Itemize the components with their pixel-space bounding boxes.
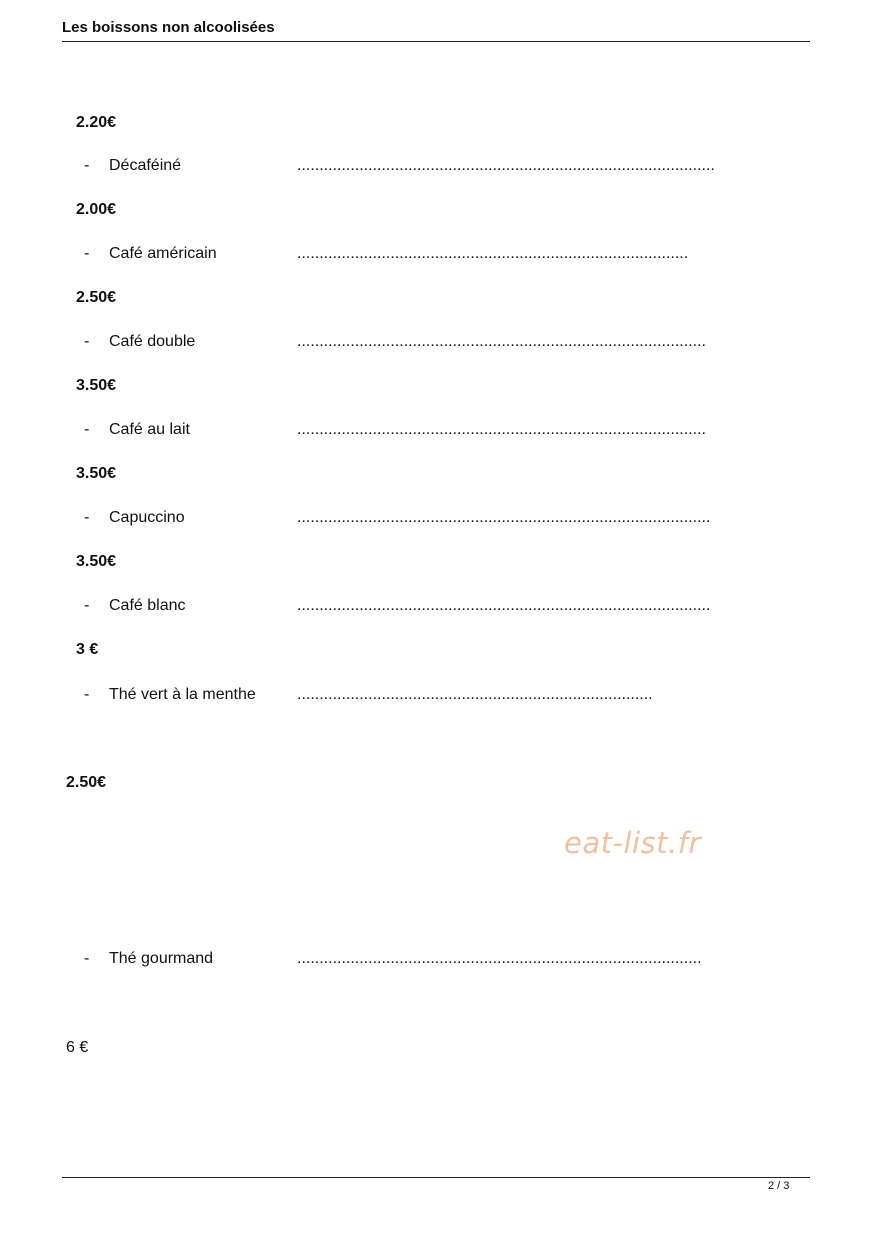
watermark-text: eat-list.fr <box>564 826 701 860</box>
list-bullet: - <box>84 686 90 703</box>
price-label: 3.50€ <box>76 377 117 394</box>
menu-item-name: Café double <box>109 333 196 350</box>
price-label: 6 € <box>66 1039 89 1056</box>
menu-item-name: Café blanc <box>109 597 186 614</box>
menu-item-name: Café au lait <box>109 421 190 438</box>
list-bullet: - <box>84 950 90 967</box>
dot-leader: ............................................................................................. <box>297 597 711 614</box>
list-bullet: - <box>84 245 90 262</box>
dot-leader: .............................................................................................. <box>297 157 715 174</box>
price-label: 2.00€ <box>76 201 117 218</box>
dot-leader: ................................................................................ <box>297 686 653 703</box>
menu-item-name: Thé gourmand <box>109 950 214 967</box>
dot-leader: ............................................................................................ <box>297 333 706 350</box>
menu-item-cafe-americain <box>0 244 872 264</box>
page-number: 2 / 3 <box>768 1180 790 1192</box>
price-label: 3.50€ <box>76 553 117 570</box>
menu-item-cafe-blanc <box>0 596 872 616</box>
menu-item-the-vert <box>0 685 872 705</box>
list-bullet: - <box>84 509 90 526</box>
list-bullet: - <box>84 333 90 350</box>
price-label: 3.50€ <box>76 465 117 482</box>
menu-item-name: Café américain <box>109 245 217 262</box>
menu-item-name: Décaféiné <box>109 157 182 174</box>
footer-divider <box>62 1177 810 1178</box>
page-header-title: Les boissons non alcoolisées <box>62 19 275 36</box>
list-bullet: - <box>84 597 90 614</box>
header-divider <box>62 41 810 42</box>
menu-item-the-gourmand <box>0 949 872 969</box>
dot-leader: ............................................................................................ <box>297 421 706 438</box>
menu-item-cafe-au-lait <box>0 420 872 440</box>
price-label: 2.20€ <box>76 114 117 131</box>
menu-item-decafeine <box>0 156 872 176</box>
price-label: 3 € <box>76 641 99 658</box>
dot-leader: ........................................................................................ <box>297 245 689 262</box>
dot-leader: ............................................................................................. <box>297 509 711 526</box>
list-bullet: - <box>84 157 90 174</box>
menu-item-name: Capuccino <box>109 509 185 526</box>
menu-item-capuccino <box>0 508 872 528</box>
list-bullet: - <box>84 421 90 438</box>
menu-item-cafe-double <box>0 332 872 352</box>
price-label: 2.50€ <box>66 774 107 791</box>
menu-item-name: Thé vert à la menthe <box>109 686 256 703</box>
dot-leader: ........................................................................................... <box>297 950 702 967</box>
price-label: 2.50€ <box>76 289 117 306</box>
